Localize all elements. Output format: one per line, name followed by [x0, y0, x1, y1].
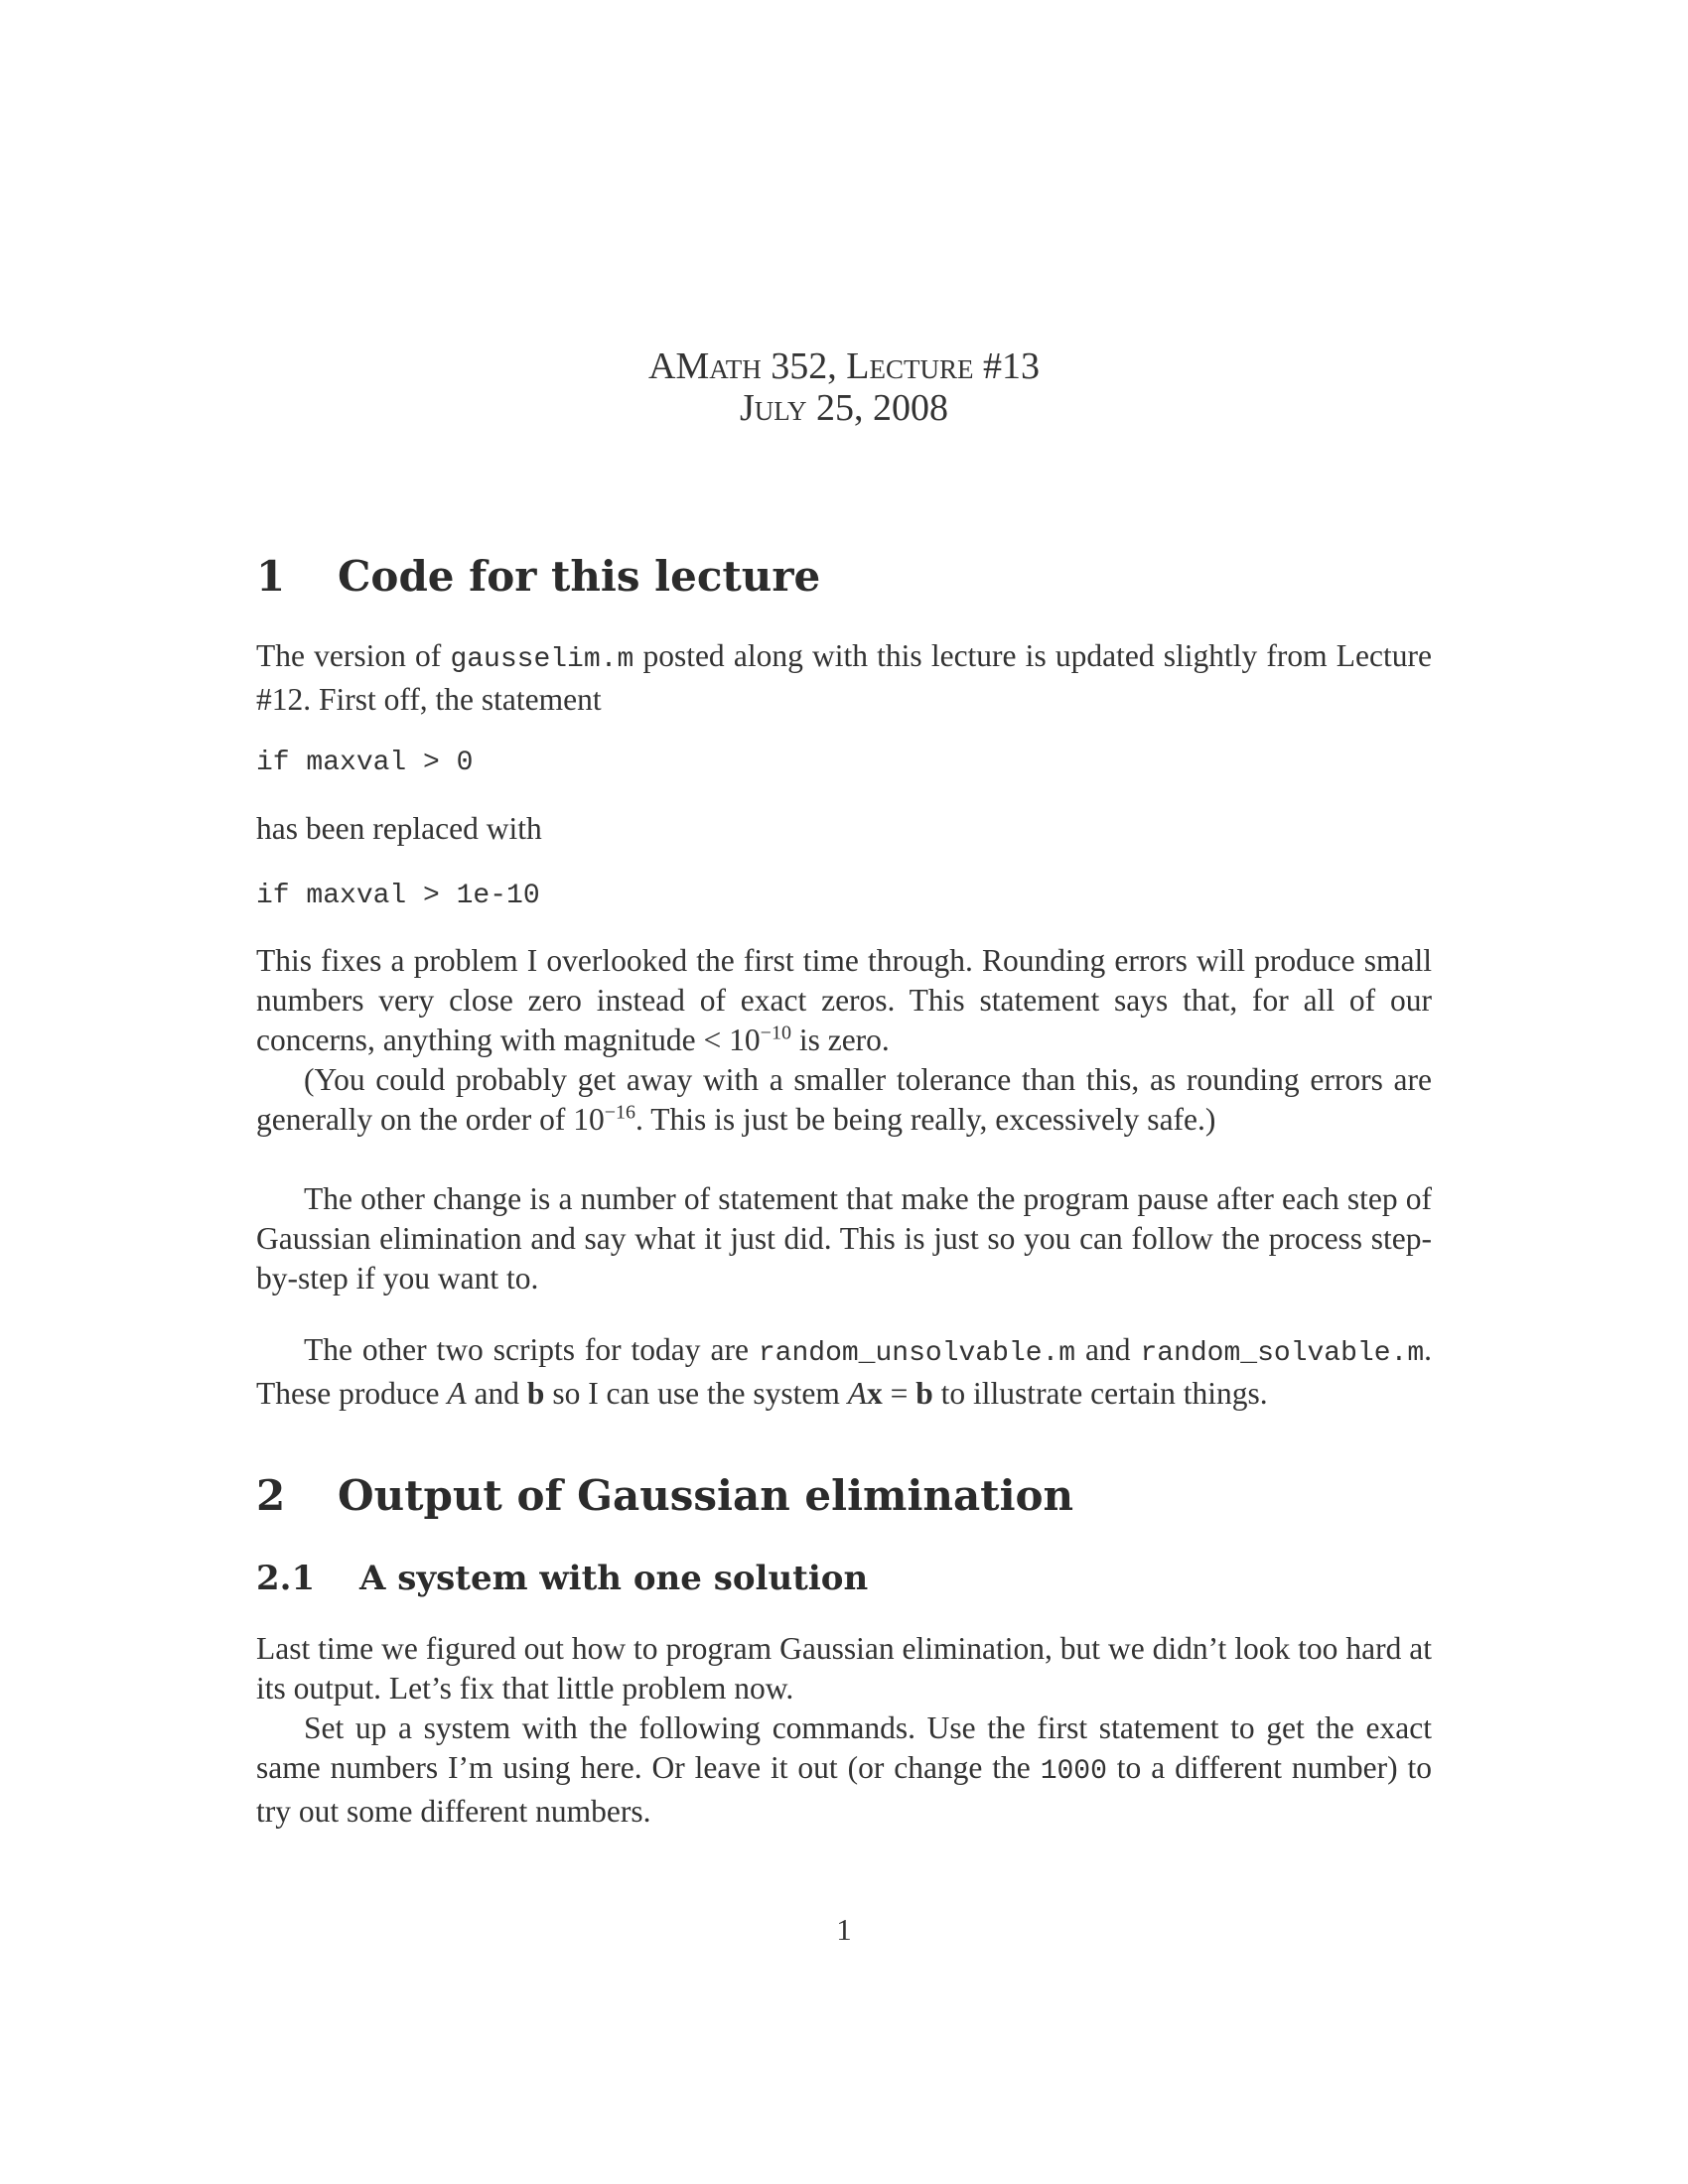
section-1-paragraph-5: The other change is a number of statement that make the program pause after each step of Gaussian elimination and say what it just did. This is just so you can follow the process step-by-step if you want to.: [256, 1181, 1432, 1296]
section-2-paragraph-1: Last time we figured out how to program Gaussian elimination, but we didn’t look too hard at its output. Let’s fix that little problem now.: [256, 1631, 1432, 1706]
code-line-2: if maxval > 1e-10: [256, 881, 540, 911]
section-1-paragraph-4: (You could probably get away with a smaller tolerance than this, as rounding errors are generally on the order of $10^{-16}$. This is just be being really, excessively safe.): [256, 1062, 1432, 1137]
section-1-paragraph-2: has been replaced with: [256, 811, 542, 846]
section-1-paragraph-1: The version of gausselim.m posted along with this lecture is updated slightly from Lecture #12. First off, the statement: [256, 638, 1432, 717]
code-line-1: if maxval > 0: [256, 748, 474, 778]
section-1-paragraph-3: This fixes a problem I overlooked the first time through. Rounding errors will produce small numbers very close zero instead of exact zeros. This statement says that, for all of our concerns, anything with magnitude < $10^{-10}$ is zero.: [256, 943, 1432, 1057]
title-block: [0, 345, 1688, 429]
section-1-heading: 1 Code for this lecture: [256, 552, 821, 601]
page-number: 1: [836, 1912, 852, 1947]
section-2-paragraph-2: Set up a system with the following commands. Use the first statement to get the exact same numbers I’m using here. Or leave it out (or change the 1000 to a different number) to try out some different numbers.: [256, 1710, 1432, 1829]
section-2-heading: 2 Output of Gaussian elimination: [256, 1471, 1074, 1520]
lecture-date: July 25, 2008: [739, 387, 949, 429]
lecture-title: AMath 352, Lecture #13: [648, 345, 1040, 387]
section-1-paragraph-6: The other two scripts for today are random_unsolvable.m and random_solvable.m. These produce A and b so I can use the system Ax = b to illustrate certain things.: [256, 1332, 1432, 1411]
subsection-2-1-heading: 2.1 A system with one solution: [256, 1559, 869, 1598]
